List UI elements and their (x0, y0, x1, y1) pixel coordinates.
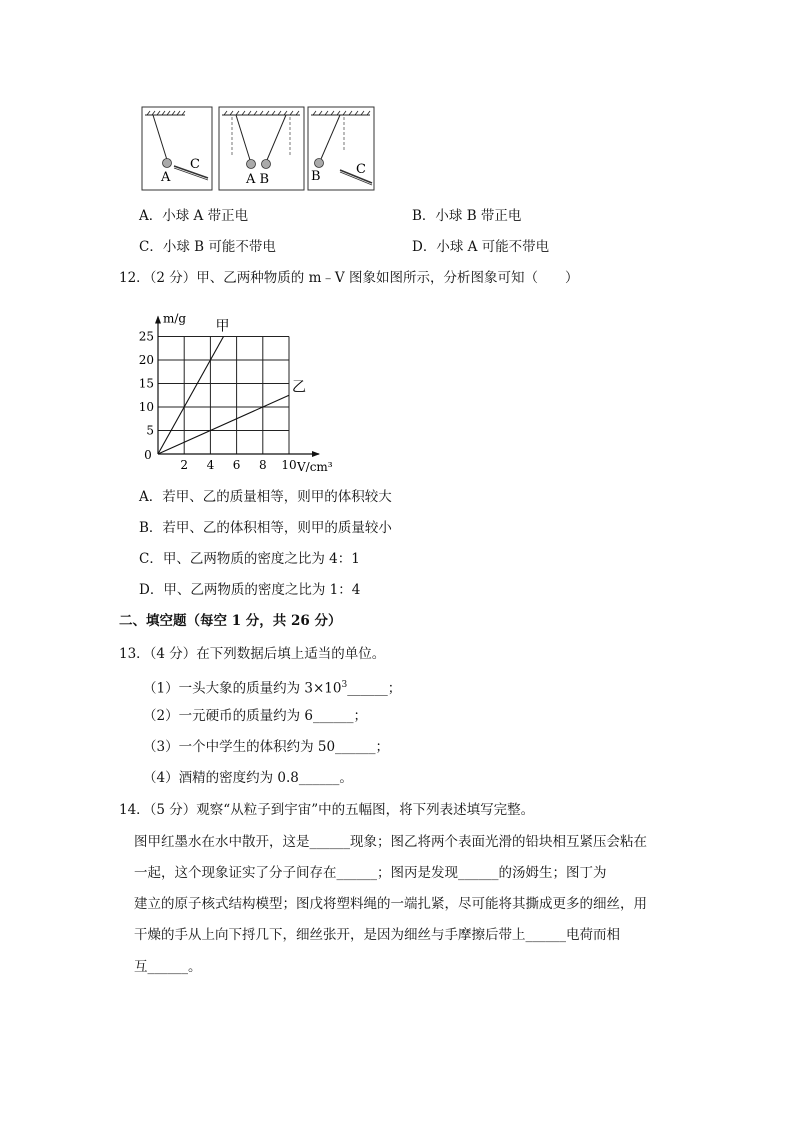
q13-item-1 (143, 676, 401, 698)
q14-stem: 14．（5 分）观察“从粒子到宇宙”中的五幅图，将下列表述填写完整。 (119, 802, 535, 818)
label-right-rod: C (356, 162, 366, 177)
series-line-jia (158, 337, 224, 455)
q13-item-1-post: ______； (347, 680, 402, 697)
q13-stem: 13．（4 分）在下列数据后填上适当的单位。 (119, 646, 386, 662)
y-tick-label: 10 (138, 400, 154, 414)
q13-item-3: （3）一个中学生的体积约为 50______； (143, 739, 390, 755)
ball-b-right (315, 159, 324, 168)
q13-item-1-pre: （1）一头大象的质量约为 3×10 (143, 680, 342, 697)
q14-line-2: 一起，这个现象证实了分子间存在______；图丙是发现______的汤姆生；图丁为 (134, 865, 607, 881)
x-axis-label: V/cm³ (297, 460, 333, 474)
q14-line-3: 建立的原子核式结构模型；图戊将塑料绳的一端扎紧，尽可能将其撕成更多的细丝，用 (134, 896, 647, 912)
panel-middle (219, 107, 304, 190)
ball-b-mid (262, 160, 271, 169)
panel-right (308, 107, 374, 190)
label-left-ball: A (161, 170, 171, 185)
q13-item-2: （2）一元硬币的质量约为 6______； (143, 708, 367, 724)
y-tick-label: 15 (138, 376, 154, 391)
q12-stem: 12．（2 分）甲、乙两种物质的 m﹣V 图象如图所示，分析图象可知（ ） (119, 270, 579, 286)
mv-chart (140, 303, 370, 473)
x-axis-arrow (312, 451, 320, 457)
y-axis-arrow (155, 316, 161, 324)
q14-line-1: 图甲红墨水在水中散开，这是______现象；图乙将两个表面光滑的铅块相互紧压会粘在 (134, 834, 647, 850)
x-tick-label: 2 (180, 458, 189, 472)
x-tick-label: 4 (206, 458, 215, 472)
q12-option-d: D．甲、乙两物质的密度之比为 1：4 (139, 582, 361, 598)
q13-item-1-sup: 3 (341, 680, 348, 690)
q14-line-4: 干燥的手从上向下捋几下，细丝张开，是因为细丝与手摩擦后带上______电荷而相 (134, 927, 620, 943)
q11-option-b: B．小球 B 带正电 (412, 208, 522, 224)
q12-option-b: B．若甲、乙的体积相等，则甲的质量较小 (139, 520, 392, 536)
q11-option-a: A．小球 A 带正电 (139, 208, 249, 224)
origin-label: 0 (144, 448, 152, 462)
q11-option-c: C．小球 B 可能不带电 (139, 239, 276, 255)
panel-left (142, 107, 212, 190)
label-mid-balls: A B (246, 172, 270, 187)
series-label-jia: 甲 (215, 318, 230, 335)
label-right-ball: B (311, 169, 321, 184)
y-tick-label: 5 (146, 423, 154, 438)
chart-grid (158, 337, 289, 455)
y-axis-label: m/g (163, 311, 187, 326)
q12-option-a: A．若甲、乙的质量相等，则甲的体积较大 (139, 489, 392, 505)
q12-option-c: C．甲、乙两物质的密度之比为 4：1 (139, 551, 360, 567)
ball-a (163, 159, 172, 168)
label-left-rod: C (190, 157, 200, 172)
section-heading: 二、填空题（每空 1 分，共 26 分） (119, 613, 342, 629)
x-tick-label: 10 (281, 458, 297, 472)
chart-series (158, 337, 289, 455)
x-tick-label: 8 (258, 458, 267, 472)
q13-item-4: （4）酒精的密度约为 0.8______。 (143, 770, 353, 786)
x-tick-label: 6 (232, 458, 241, 472)
q11-option-d: D．小球 A 可能不带电 (412, 239, 550, 255)
ball-a-mid (247, 160, 256, 169)
q14-line-5: 互______。 (134, 959, 202, 975)
series-label-yi: 乙 (292, 379, 306, 396)
series-line-yi (158, 395, 289, 454)
y-tick-label: 25 (138, 329, 154, 344)
q11-figure (140, 105, 380, 191)
y-tick-label: 20 (138, 353, 154, 367)
